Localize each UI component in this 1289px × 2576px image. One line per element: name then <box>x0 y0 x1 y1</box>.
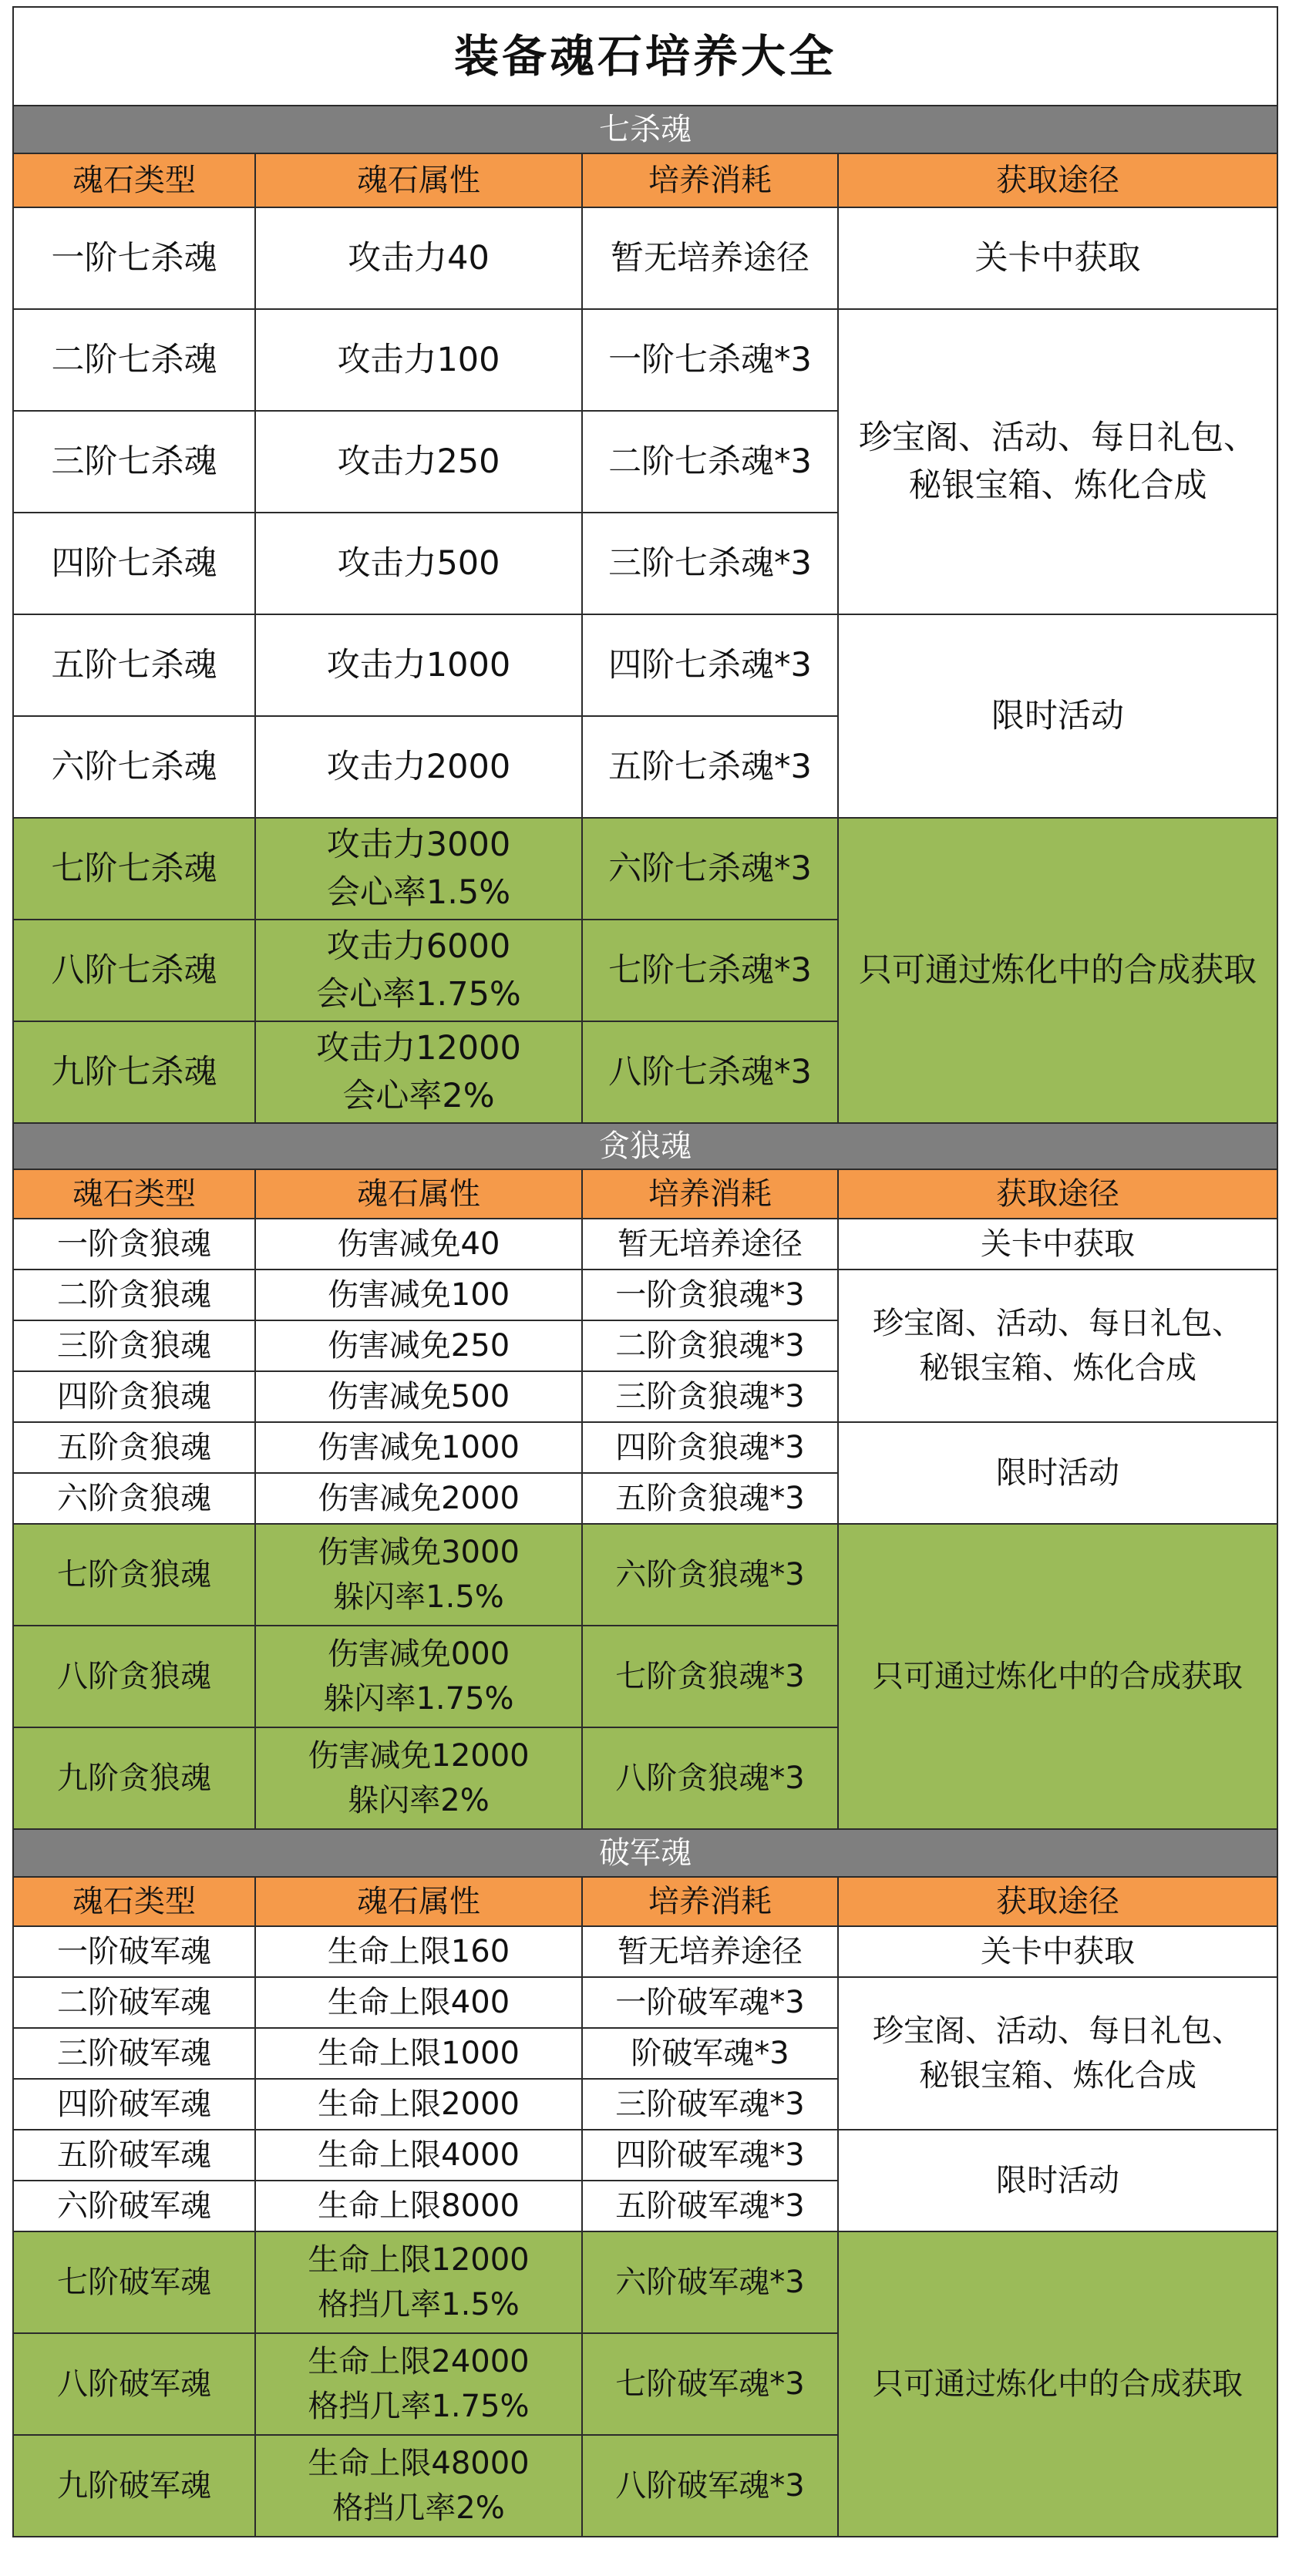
source-cell <box>838 309 1277 614</box>
soul-type-cell: 五阶破军魂 <box>13 2130 255 2181</box>
source-cell <box>838 2231 1277 2537</box>
soul-attr-cell <box>255 1270 582 1320</box>
table-row <box>13 1977 1277 2028</box>
column-header-row <box>13 1877 1277 1926</box>
attr-line: 攻击力40 <box>348 238 490 277</box>
attr-line: 伤害减免250 <box>327 1328 510 1364</box>
source-line: 关卡中获取 <box>974 238 1141 277</box>
soul-attr-cell <box>255 1219 582 1270</box>
cost-cell: 五阶七杀魂*3 <box>582 716 838 818</box>
cost-cell: 一阶七杀魂*3 <box>582 309 838 411</box>
column-header: 魂石类型 <box>13 1169 255 1219</box>
soul-attr-cell <box>255 920 582 1021</box>
cost-cell: 七阶破军魂*3 <box>582 2333 838 2435</box>
soul-attr-cell <box>255 818 582 920</box>
soul-type-cell: 九阶贪狼魂 <box>13 1727 255 1829</box>
attr-line: 攻击力12000 <box>316 1028 521 1068</box>
attr-line: 攻击力2000 <box>326 747 511 786</box>
soul-attr-cell <box>255 2028 582 2079</box>
attr-line: 生命上限400 <box>327 1985 510 2020</box>
attr-line: 生命上限1000 <box>318 2036 520 2071</box>
source-cell <box>838 1219 1277 1270</box>
soul-attr-cell <box>255 1473 582 1524</box>
soul-type-cell: 四阶七杀魂 <box>13 513 255 614</box>
cost-cell: 八阶七杀魂*3 <box>582 1021 838 1123</box>
title-row <box>13 7 1277 106</box>
attr-line: 伤害减免100 <box>327 1277 510 1313</box>
source-line: 限时活动 <box>991 696 1124 735</box>
table-row <box>13 1524 1277 1626</box>
attr-line: 生命上限4000 <box>318 2137 520 2173</box>
attr-line: 生命上限160 <box>327 1934 510 1969</box>
soul-type-cell: 八阶七杀魂 <box>13 920 255 1021</box>
soul-attr-cell <box>255 1626 582 1727</box>
attr-line: 攻击力100 <box>337 340 500 379</box>
cost-cell: 二阶贪狼魂*3 <box>582 1320 838 1371</box>
section-title: 贪狼魂 <box>13 1123 1277 1169</box>
soul-attr-cell <box>255 2435 582 2537</box>
attr-line: 会心率2% <box>342 1077 495 1115</box>
page-title: 装备魂石培养大全 <box>13 7 1277 106</box>
soul-type-cell: 九阶破军魂 <box>13 2435 255 2537</box>
soul-type-cell: 五阶七杀魂 <box>13 614 255 716</box>
soul-attr-cell <box>255 207 582 309</box>
attr-line: 生命上限8000 <box>318 2188 520 2224</box>
section-bar-row <box>13 1123 1277 1169</box>
attr-line: 生命上限48000 <box>308 2446 530 2481</box>
section-title: 七杀魂 <box>13 106 1277 153</box>
cost-cell: 暂无培养途径 <box>582 1926 838 1977</box>
column-header-row <box>13 153 1277 207</box>
source-cell <box>838 207 1277 309</box>
soul-type-cell: 一阶破军魂 <box>13 1926 255 1977</box>
soul-type-cell: 三阶贪狼魂 <box>13 1320 255 1371</box>
attr-line: 伤害减免1000 <box>318 1430 520 1465</box>
table-row <box>13 1926 1277 1977</box>
cost-cell: 四阶破军魂*3 <box>582 2130 838 2181</box>
soul-attr-cell <box>255 309 582 411</box>
source-line: 关卡中获取 <box>981 1934 1135 1969</box>
table-row <box>13 1270 1277 1320</box>
cost-cell: 五阶贪狼魂*3 <box>582 1473 838 1524</box>
cost-cell: 三阶贪狼魂*3 <box>582 1371 838 1422</box>
soul-type-cell: 六阶破军魂 <box>13 2181 255 2231</box>
source-line: 珍宝阁、活动、每日礼包、 <box>873 2013 1243 2049</box>
table-row <box>13 2130 1277 2181</box>
attr-line: 躲闪率2% <box>348 1783 490 1818</box>
soul-stone-sheet <box>12 6 1277 2537</box>
soul-type-cell: 九阶七杀魂 <box>13 1021 255 1123</box>
attr-line: 躲闪率1.75% <box>323 1681 514 1717</box>
cost-cell: 三阶七杀魂*3 <box>582 513 838 614</box>
attr-line: 伤害减免12000 <box>308 1738 530 1774</box>
cost-cell: 四阶贪狼魂*3 <box>582 1422 838 1473</box>
column-header: 获取途径 <box>838 1169 1277 1219</box>
table-row <box>13 1219 1277 1270</box>
soul-attr-cell <box>255 1021 582 1123</box>
attr-line: 伤害减免500 <box>327 1379 510 1414</box>
column-header: 培养消耗 <box>582 1169 838 1219</box>
source-line: 只可通过炼化中的合成获取 <box>873 2366 1243 2402</box>
soul-attr-cell <box>255 411 582 513</box>
soul-type-cell: 七阶破军魂 <box>13 2231 255 2333</box>
soul-type-cell: 二阶破军魂 <box>13 1977 255 2028</box>
source-line: 珍宝阁、活动、每日礼包、 <box>859 418 1257 457</box>
column-header: 培养消耗 <box>582 1877 838 1926</box>
soul-type-cell: 六阶七杀魂 <box>13 716 255 818</box>
attr-line: 攻击力250 <box>337 442 500 481</box>
table-row <box>13 614 1277 716</box>
cost-cell: 阶破军魂*3 <box>582 2028 838 2079</box>
source-line: 限时活动 <box>996 2163 1119 2198</box>
soul-attr-cell <box>255 1320 582 1371</box>
cost-cell: 一阶贪狼魂*3 <box>582 1270 838 1320</box>
attr-line: 攻击力3000 <box>326 825 511 864</box>
cost-cell: 一阶破军魂*3 <box>582 1977 838 2028</box>
column-header: 魂石属性 <box>255 153 582 207</box>
soul-type-cell: 六阶贪狼魂 <box>13 1473 255 1524</box>
cost-cell: 暂无培养途径 <box>582 207 838 309</box>
soul-type-cell: 三阶破军魂 <box>13 2028 255 2079</box>
soul-type-cell: 二阶贪狼魂 <box>13 1270 255 1320</box>
soul-attr-cell <box>255 716 582 818</box>
soul-type-cell: 八阶破军魂 <box>13 2333 255 2435</box>
table-row <box>13 818 1277 920</box>
soul-type-cell: 七阶贪狼魂 <box>13 1524 255 1626</box>
source-cell <box>838 1926 1277 1977</box>
soul-attr-cell <box>255 1422 582 1473</box>
source-line: 珍宝阁、活动、每日礼包、 <box>873 1306 1243 1341</box>
source-line: 只可通过炼化中的合成获取 <box>873 1659 1243 1694</box>
source-cell <box>838 1977 1277 2130</box>
soul-type-cell: 一阶贪狼魂 <box>13 1219 255 1270</box>
attr-line: 攻击力500 <box>337 543 500 583</box>
column-header: 魂石类型 <box>13 153 255 207</box>
cost-cell: 四阶七杀魂*3 <box>582 614 838 716</box>
cost-cell: 六阶贪狼魂*3 <box>582 1524 838 1626</box>
attr-line: 伤害减免000 <box>327 1636 510 1672</box>
cost-cell: 暂无培养途径 <box>582 1219 838 1270</box>
attr-line: 攻击力1000 <box>326 645 511 684</box>
source-cell <box>838 1422 1277 1524</box>
cost-cell: 八阶破军魂*3 <box>582 2435 838 2537</box>
soul-stone-table <box>12 6 1278 2537</box>
source-line: 秘银宝箱、炼化合成 <box>908 466 1207 505</box>
cost-cell: 七阶七杀魂*3 <box>582 920 838 1021</box>
section-bar-row <box>13 1829 1277 1877</box>
section-bar-row <box>13 106 1277 153</box>
table-row <box>13 207 1277 309</box>
soul-attr-cell <box>255 2130 582 2181</box>
column-header: 魂石类型 <box>13 1877 255 1926</box>
table-body <box>13 7 1277 2537</box>
soul-attr-cell <box>255 1524 582 1626</box>
soul-type-cell: 一阶七杀魂 <box>13 207 255 309</box>
soul-type-cell: 四阶破军魂 <box>13 2079 255 2130</box>
source-cell <box>838 818 1277 1123</box>
attr-line: 会心率1.5% <box>326 873 511 912</box>
attr-line: 格挡几率1.75% <box>308 2389 530 2424</box>
column-header: 魂石属性 <box>255 1877 582 1926</box>
attr-line: 躲闪率1.5% <box>333 1579 504 1615</box>
attr-line: 攻击力6000 <box>326 926 511 966</box>
section-title: 破军魂 <box>13 1829 1277 1877</box>
cost-cell: 五阶破军魂*3 <box>582 2181 838 2231</box>
soul-attr-cell <box>255 1977 582 2028</box>
source-line: 秘银宝箱、炼化合成 <box>919 2058 1196 2093</box>
soul-attr-cell <box>255 1926 582 1977</box>
source-cell <box>838 614 1277 818</box>
attr-line: 格挡几率2% <box>332 2490 505 2526</box>
attr-line: 伤害减免2000 <box>318 1481 520 1516</box>
source-line: 限时活动 <box>996 1455 1119 1491</box>
soul-attr-cell <box>255 1727 582 1829</box>
attr-line: 伤害减免40 <box>337 1226 500 1262</box>
soul-attr-cell <box>255 513 582 614</box>
attr-line: 生命上限12000 <box>308 2242 530 2278</box>
cost-cell: 六阶破军魂*3 <box>582 2231 838 2333</box>
soul-attr-cell <box>255 2333 582 2435</box>
soul-type-cell: 八阶贪狼魂 <box>13 1626 255 1727</box>
cost-cell: 八阶贪狼魂*3 <box>582 1727 838 1829</box>
soul-attr-cell <box>255 1371 582 1422</box>
soul-attr-cell <box>255 2079 582 2130</box>
column-header: 魂石属性 <box>255 1169 582 1219</box>
attr-line: 生命上限24000 <box>308 2344 530 2379</box>
table-row <box>13 309 1277 411</box>
soul-type-cell: 二阶七杀魂 <box>13 309 255 411</box>
attr-line: 会心率1.75% <box>316 975 521 1014</box>
soul-attr-cell <box>255 614 582 716</box>
source-line: 关卡中获取 <box>981 1226 1135 1262</box>
column-header: 培养消耗 <box>582 153 838 207</box>
soul-type-cell: 五阶贪狼魂 <box>13 1422 255 1473</box>
source-line: 秘银宝箱、炼化合成 <box>919 1350 1196 1386</box>
cost-cell: 三阶破军魂*3 <box>582 2079 838 2130</box>
column-header: 获取途径 <box>838 153 1277 207</box>
soul-type-cell: 三阶七杀魂 <box>13 411 255 513</box>
source-cell <box>838 2130 1277 2231</box>
soul-type-cell: 七阶七杀魂 <box>13 818 255 920</box>
table-row <box>13 2231 1277 2333</box>
soul-attr-cell <box>255 2181 582 2231</box>
cost-cell: 七阶贪狼魂*3 <box>582 1626 838 1727</box>
column-header: 获取途径 <box>838 1877 1277 1926</box>
source-cell <box>838 1524 1277 1829</box>
source-cell <box>838 1270 1277 1422</box>
cost-cell: 二阶七杀魂*3 <box>582 411 838 513</box>
cost-cell: 六阶七杀魂*3 <box>582 818 838 920</box>
soul-type-cell: 四阶贪狼魂 <box>13 1371 255 1422</box>
attr-line: 伤害减免3000 <box>318 1535 520 1570</box>
attr-line: 格挡几率1.5% <box>318 2287 520 2322</box>
table-row <box>13 1422 1277 1473</box>
source-line: 只可通过炼化中的合成获取 <box>859 950 1257 990</box>
soul-attr-cell <box>255 2231 582 2333</box>
column-header-row <box>13 1169 1277 1219</box>
attr-line: 生命上限2000 <box>318 2087 520 2122</box>
